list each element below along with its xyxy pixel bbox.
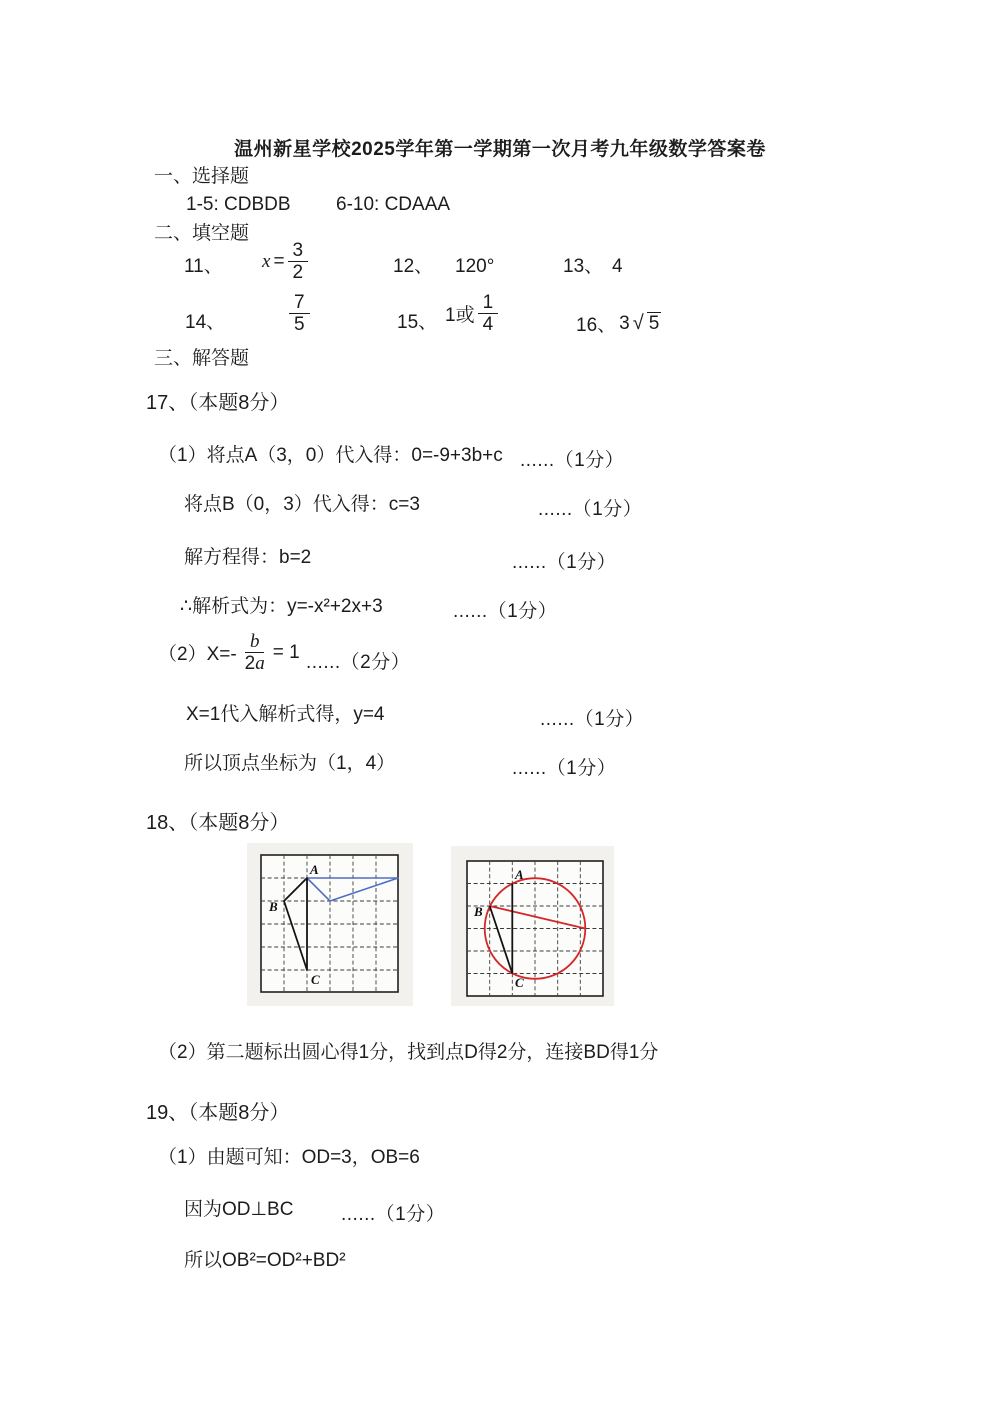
choice-answers-6-10: 6-10: CDAAA xyxy=(336,194,451,215)
section-choice-heading: 一、选择题 xyxy=(154,166,250,187)
q19-line2: 因为OD⊥BC xyxy=(184,1199,294,1220)
point-b-label: B xyxy=(474,904,483,919)
point-a-label: A xyxy=(310,862,319,877)
q11-equals: = xyxy=(273,250,285,272)
q12-label: 12、 xyxy=(393,256,434,277)
point-c-label: C xyxy=(515,975,524,990)
q14-answer xyxy=(289,292,310,336)
page-title: 温州新星学校2025学年第一学期第一次月考九年级数学答案卷 xyxy=(234,139,766,160)
section-solve-heading: 三、解答题 xyxy=(154,348,250,369)
q17-part2-score: ......（2分） xyxy=(306,652,411,673)
q17-part1-line1-score: ......（1分） xyxy=(520,450,625,471)
q16-radical-sign: √ xyxy=(632,312,644,334)
q15-fraction xyxy=(478,292,499,336)
q16-answer-group xyxy=(576,310,661,337)
q16-coefficient: 3 xyxy=(619,312,630,334)
q17-part2-numerator: b xyxy=(245,631,265,653)
q19-line1: （1）由题可知：OD=3，OB=6 xyxy=(158,1147,420,1168)
q18-part2-note: （2）第二题标出圆心得1分，找到点D得2分，连接BD得1分 xyxy=(158,1042,659,1063)
point-a-label: A xyxy=(515,867,524,882)
q17-part1-line2: 将点B（0，3）代入得：c=3 xyxy=(184,494,420,515)
q17-part1-line3: 解方程得：b=2 xyxy=(184,547,312,568)
q17-part2-den-coef: 2 xyxy=(244,653,256,675)
q18-figure-left-grid-triangles xyxy=(260,854,399,993)
q14-denominator: 5 xyxy=(294,314,305,336)
q17-part2-line2: X=1代入解析式得，y=4 xyxy=(186,704,385,725)
q16-label: 16、 xyxy=(576,315,617,336)
q19-header: 19、（本题8分） xyxy=(146,1102,290,1124)
q19-line2-score: ......（1分） xyxy=(341,1204,446,1225)
q11-label: 11、 xyxy=(184,256,223,277)
q17-part2-den-var: a xyxy=(255,653,265,675)
q11-denominator: 2 xyxy=(292,262,304,284)
q11-numerator: 3 xyxy=(288,240,309,262)
q17-part2-suffix: = 1 xyxy=(272,641,300,663)
q17-part1-line4: ∴解析式为：y=-x²+2x+3 xyxy=(180,596,383,617)
q17-part1-line3-score: ......（1分） xyxy=(512,552,617,573)
q17-part2-prefix: （2）X=- xyxy=(158,644,237,666)
q16-radicand: 5 xyxy=(648,313,660,334)
choice-answers-1-5: 1-5: CDBDB xyxy=(186,194,291,215)
q17-part2-fraction xyxy=(240,631,270,675)
q17-part1-line2-score: ......（1分） xyxy=(538,499,643,520)
q17-part2-formula xyxy=(158,631,300,675)
q19-line3: 所以OB²=OD²+BD² xyxy=(184,1250,346,1271)
q17-part2-line3-score: ......（1分） xyxy=(512,758,617,779)
q17-part2-denominator xyxy=(240,653,270,674)
q17-part2-line3: 所以顶点坐标为（1，4） xyxy=(184,753,396,774)
q15-denominator: 4 xyxy=(482,314,494,336)
q17-part1-line4-score: ......（1分） xyxy=(453,601,558,622)
q14-numerator: 7 xyxy=(289,292,310,314)
q18-header: 18、（本题8分） xyxy=(146,812,290,834)
point-b-label: B xyxy=(269,899,278,914)
q14-label: 14、 xyxy=(185,312,226,333)
q12-answer: 120° xyxy=(455,256,495,277)
q15-prefix: 1或 xyxy=(445,305,475,327)
q15-label: 15、 xyxy=(397,312,438,333)
q17-part2-line2-score: ......（1分） xyxy=(540,709,645,730)
section-fill-heading: 二、填空题 xyxy=(154,223,250,244)
q11-answer xyxy=(262,240,308,284)
point-c-label: C xyxy=(311,972,320,987)
q13-label: 13、 xyxy=(563,256,604,277)
q11-variable: x xyxy=(262,250,271,272)
q17-header: 17、（本题8分） xyxy=(146,392,290,414)
q15-answer xyxy=(445,292,498,336)
q18-figure-right-grid-circle xyxy=(466,860,604,997)
q13-answer: 4 xyxy=(612,256,623,277)
q17-part1-line1: （1）将点A（3，0）代入得：0=-9+3b+c xyxy=(158,445,503,466)
q15-numerator: 1 xyxy=(478,292,499,314)
q11-fraction xyxy=(288,240,309,284)
